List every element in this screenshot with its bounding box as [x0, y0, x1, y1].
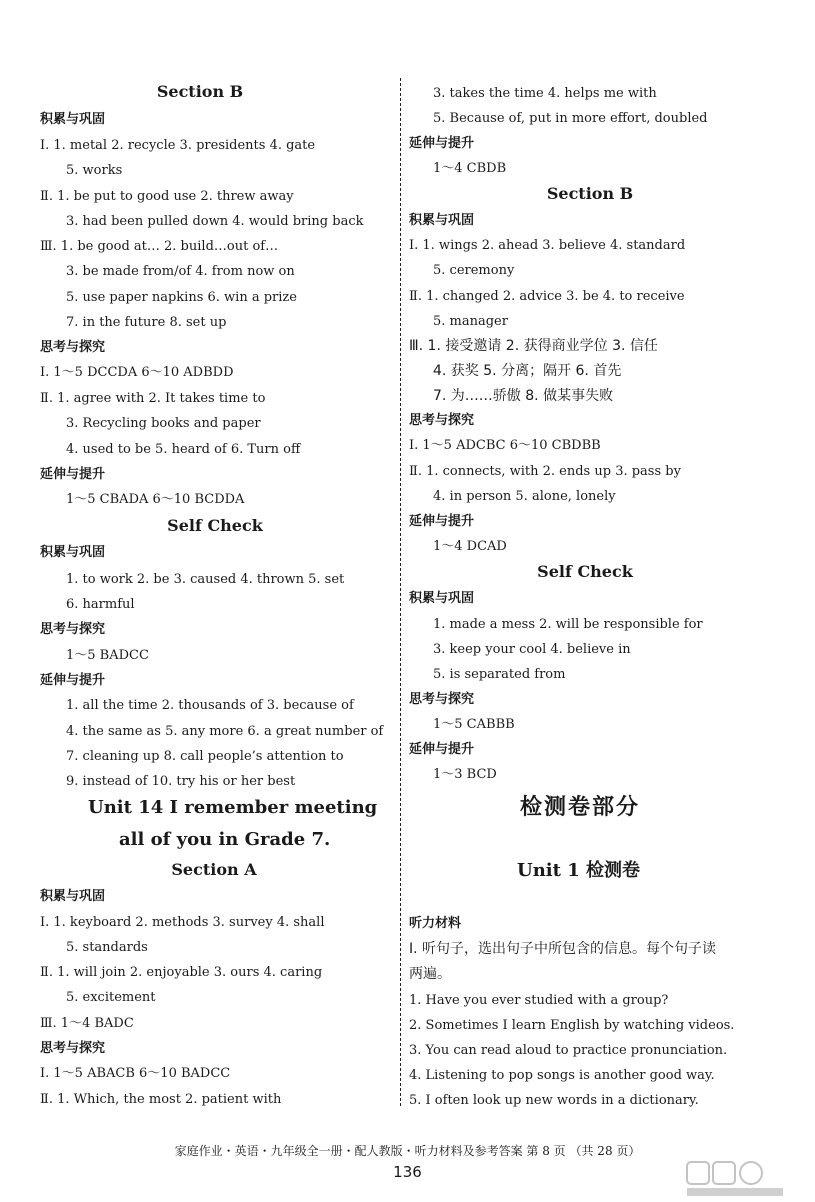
unit-title: Unit 1 检测卷 [517, 860, 640, 881]
answer-line: Ⅰ. 听句子，选出句子中所包含的信息。每个句子读 [409, 941, 717, 957]
answer-line: 5. works [66, 163, 123, 178]
answer-line: 1. all the time 2. thousands of 3. because of [66, 698, 354, 713]
answer-line: Ⅱ. 1. changed 2. advice 3. be 4. to receive [409, 289, 685, 304]
answer-line: 4. 获奖 5. 分离；隔开 6. 首先 [433, 363, 622, 379]
answer-line: 7. cleaning up 8. call people’s attention to [66, 749, 344, 764]
answer-line: Ⅲ. 1. be good at… 2. build…out of… [40, 239, 279, 254]
answer-line: 5. is separated from [433, 667, 566, 682]
category-heading: 延伸与提升 [409, 514, 475, 529]
watermark-logo [685, 1158, 805, 1198]
column-divider [400, 78, 401, 1106]
answer-line: 1. made a mess 2. will be responsible for [433, 617, 703, 632]
answer-line: 1～3 BCD [433, 767, 497, 782]
answer-line: 4. used to be 5. heard of 6. Turn off [66, 442, 301, 457]
section-title: Self Check [537, 562, 633, 581]
answer-line: 3. You can read aloud to practice pronunciation. [409, 1043, 728, 1058]
answer-line: 两遍。 [409, 966, 451, 982]
answer-line: 1～4 CBDB [433, 161, 507, 176]
answer-line: 3. had been pulled down 4. would bring back [66, 214, 364, 229]
answer-line: 7. in the future 8. set up [66, 315, 227, 330]
answer-line: Ⅲ. 1～4 BADC [40, 1016, 134, 1031]
answer-line: 1. to work 2. be 3. caused 4. thrown 5. set [66, 572, 345, 587]
answer-line: Ⅰ. 1. keyboard 2. methods 3. survey 4. shall [40, 915, 325, 930]
category-heading: 积累与巩固 [409, 213, 475, 228]
answer-line: 5. use paper napkins 6. win a prize [66, 290, 297, 305]
section-title: Section A [171, 860, 257, 879]
section-title: Section B [546, 184, 634, 203]
category-heading: 思考与探究 [40, 1041, 106, 1056]
answer-line: 5. manager [433, 314, 508, 329]
answer-line: 5. excitement [66, 990, 156, 1005]
category-heading: 延伸与提升 [40, 673, 106, 688]
answer-line: Ⅱ. 1. will join 2. enjoyable 3. ours 4. caring [40, 965, 323, 980]
category-heading: 延伸与提升 [409, 136, 475, 151]
category-heading: 积累与巩固 [40, 545, 106, 560]
part-title: 检测卷部分 [520, 795, 641, 820]
page-number: 136 [393, 1163, 422, 1181]
answer-line: 2. Sometimes I learn English by watching videos. [409, 1018, 735, 1033]
answer-line: Ⅱ. 1. Which, the most 2. patient with [40, 1092, 282, 1107]
answer-line: 3. Recycling books and paper [66, 416, 261, 431]
category-heading: 听力材料 [409, 916, 462, 931]
unit-title: all of you in Grade 7. [119, 829, 331, 850]
answer-line: 4. Listening to pop songs is another good way. [409, 1068, 715, 1083]
answer-line: 5. standards [66, 940, 148, 955]
answer-line: 4. the same as 5. any more 6. a great number of [66, 724, 384, 739]
answer-line: 3. be made from/of 4. from now on [66, 264, 295, 279]
answer-line: Ⅱ. 1. agree with 2. It takes time to [40, 391, 266, 406]
answer-line: 5. I often look up new words in a dictionary. [409, 1093, 699, 1108]
category-heading: 延伸与提升 [409, 742, 475, 757]
answer-line: Ⅲ. 1. 接受邀请 2. 获得商业学位 3. 信任 [409, 338, 658, 354]
answer-line: 6. harmful [66, 597, 135, 612]
category-heading: 思考与探究 [40, 340, 106, 355]
answer-line: Ⅱ. 1. connects, with 2. ends up 3. pass by [409, 464, 681, 479]
unit-title: Unit 14 I remember meeting [88, 797, 378, 818]
answer-line: 4. in person 5. alone, lonely [433, 489, 616, 504]
category-heading: 积累与巩固 [409, 591, 475, 606]
section-title: Self Check [167, 516, 263, 535]
category-heading: 积累与巩固 [40, 112, 106, 127]
category-heading: 延伸与提升 [40, 467, 106, 482]
answer-line: Ⅰ. 1～5 DCCDA 6～10 ADBDD [40, 365, 234, 380]
answer-line: 1. Have you ever studied with a group? [409, 993, 669, 1008]
answer-line: 7. 为……骄傲 8. 做某事失败 [433, 388, 614, 404]
answer-line: 1～5 CABBB [433, 717, 515, 732]
answer-line: 5. Because of, put in more effort, doubled [433, 111, 708, 126]
answer-line: Ⅰ. 1. wings 2. ahead 3. believe 4. standard [409, 238, 686, 253]
answer-line: 1～4 DCAD [433, 539, 507, 554]
category-heading: 积累与巩固 [40, 889, 106, 904]
answer-line: Ⅰ. 1. metal 2. recycle 3. presidents 4. gate [40, 138, 316, 153]
category-heading: 思考与探究 [40, 622, 106, 637]
answer-line: Ⅰ. 1～5 ABACB 6～10 BADCC [40, 1066, 231, 1081]
answer-line: 5. ceremony [433, 263, 515, 278]
category-heading: 思考与探究 [409, 413, 475, 428]
answer-line: 1～5 CBADA 6～10 BCDDA [66, 492, 245, 507]
answer-line: Ⅱ. 1. be put to good use 2. threw away [40, 189, 294, 204]
page-footer: 家庭作业・英语・九年级全一册・配人教版・听力材料及参考答案 第 8 页 （共 28 页） [174, 1144, 641, 1158]
answer-line: 3. keep your cool 4. believe in [433, 642, 631, 657]
answer-line: 3. takes the time 4. helps me with [433, 86, 657, 101]
answer-line: 9. instead of 10. try his or her best [66, 774, 296, 789]
category-heading: 思考与探究 [409, 692, 475, 707]
answer-line: 1～5 BADCC [66, 648, 149, 663]
answer-line: Ⅰ. 1～5 ADCBC 6～10 CBDBB [409, 438, 601, 453]
section-title: Section B [156, 82, 244, 101]
